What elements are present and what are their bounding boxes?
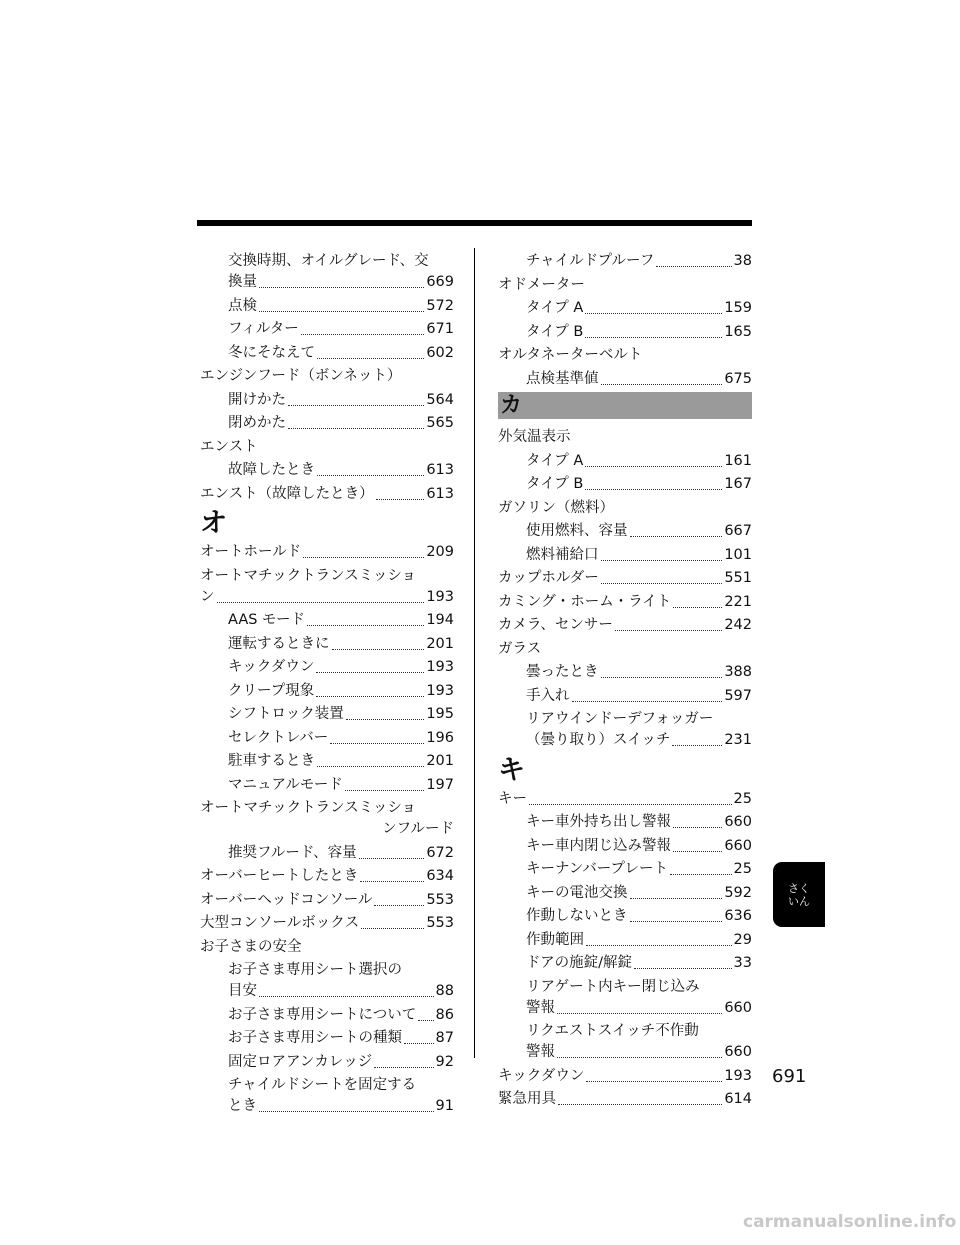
page-ref: 553 <box>426 915 454 931</box>
index-entry[interactable] <box>200 704 454 725</box>
leader-dots <box>601 677 723 678</box>
leader-dots <box>673 827 722 828</box>
index-entry-label: キックダウン <box>498 1067 585 1084</box>
leader-dots <box>586 1081 722 1082</box>
index-entry-label: 開けかた <box>228 391 286 408</box>
index-entry-label: 固定ロアアンカレッジ <box>228 1053 373 1070</box>
page-ref: 159 <box>724 300 752 316</box>
page-ref: 592 <box>724 884 752 901</box>
index-entry[interactable] <box>498 251 752 272</box>
index-entry-label: クリープ現象 <box>228 682 315 699</box>
index-entry-label: お子さま専用シート選択の <box>228 962 402 978</box>
index-entry[interactable] <box>498 322 752 343</box>
leader-dots <box>601 560 723 561</box>
index-entry[interactable] <box>498 545 752 566</box>
index-entry-label: チャイルドシートを固定する <box>228 1077 417 1093</box>
page-number: 691 <box>772 1066 807 1087</box>
index-entry-label: シフトロック装置 <box>228 706 344 722</box>
page-ref: 87 <box>435 1030 454 1046</box>
leader-dots <box>301 334 425 335</box>
index-entry[interactable] <box>200 484 454 505</box>
index-heading: オルタネーターベルト <box>498 347 643 363</box>
leader-dots <box>572 701 723 702</box>
index-entry-label: キー <box>498 790 527 807</box>
page-ref: 25 <box>733 861 752 877</box>
index-entry-label: 燃料補給口 <box>526 546 599 563</box>
page-ref: 38 <box>733 253 752 269</box>
leader-dots <box>288 405 424 406</box>
page-ref: 193 <box>426 659 454 675</box>
index-entry-label: 手入れ <box>526 687 570 704</box>
leader-dots <box>673 851 722 852</box>
index-entry[interactable] <box>200 296 454 317</box>
index-entry-label: マニュアルモード <box>228 776 343 793</box>
page-ref: 193 <box>426 682 454 699</box>
page-ref: 614 <box>724 1091 752 1107</box>
index-entry[interactable] <box>498 592 752 613</box>
page-ref: 660 <box>724 837 752 854</box>
leader-dots <box>317 766 424 767</box>
index-entry-label: とき <box>228 1098 257 1114</box>
index-entry[interactable] <box>200 681 454 702</box>
index-entry-label: オーバーヘッドコンソール <box>200 891 373 908</box>
index-entry[interactable] <box>498 568 752 589</box>
index-entry-label: リアゲート内キー閉じ込み <box>526 978 700 995</box>
kana-section-heading: キ <box>498 754 525 786</box>
index-entry[interactable] <box>498 298 752 319</box>
index-entry-label: 警報 <box>526 1044 555 1060</box>
index-entry-label: お子さま専用シートについて <box>228 1006 417 1023</box>
leader-dots <box>673 607 722 608</box>
index-entry[interactable] <box>498 521 752 542</box>
index-entry-label: オーバーヒートしたとき <box>200 868 359 884</box>
index-entry-label: キーナンバープレート <box>526 861 668 877</box>
page-ref: 201 <box>426 753 454 769</box>
page-ref: 25 <box>733 790 752 807</box>
page-ref: 193 <box>426 588 454 605</box>
index-entry-label: 故障したとき <box>228 462 315 478</box>
index-entry-label: キーの電池交換 <box>526 884 628 901</box>
leader-dots <box>374 905 424 906</box>
page-ref: 572 <box>426 297 454 314</box>
index-entry-label: キー車外持ち出し警報 <box>526 814 671 830</box>
leader-dots <box>360 881 424 882</box>
index-entry-label: キー車内閉じ込み警報 <box>526 837 671 854</box>
leader-dots <box>316 696 424 697</box>
index-column-left <box>200 251 454 1120</box>
index-entry[interactable] <box>200 751 454 772</box>
leader-dots <box>303 557 424 558</box>
page-ref: 101 <box>724 546 752 563</box>
index-heading: 外気温表示 <box>498 429 571 445</box>
page-ref: 92 <box>435 1053 454 1070</box>
index-entry-label: タイプ B <box>526 476 584 492</box>
index-entry[interactable] <box>498 883 752 904</box>
index-entry-label: 点検 <box>228 297 257 314</box>
page-ref: 675 <box>724 370 752 387</box>
index-entry-label: 曇ったとき <box>526 664 599 680</box>
page-ref: 660 <box>724 999 752 1016</box>
index-entry-label: キックダウン <box>228 659 315 675</box>
page-ref: 29 <box>733 931 752 948</box>
leader-dots <box>374 1067 433 1068</box>
index-entry-label: 推奨フルード、容量 <box>228 844 357 861</box>
index-heading: エンジンフード（ボンネット） <box>200 368 402 384</box>
index-entry-label: オートホールド <box>200 544 302 560</box>
index-entry[interactable] <box>498 1042 752 1063</box>
index-heading: エンスト <box>200 438 258 455</box>
index-entry[interactable] <box>498 1066 752 1087</box>
leader-dots <box>217 602 425 603</box>
index-entry[interactable] <box>200 1028 454 1049</box>
index-entry-label: カメラ、センサー <box>498 617 613 633</box>
leader-dots <box>259 287 424 288</box>
page-ref: 86 <box>435 1006 454 1023</box>
page-ref: 161 <box>724 452 752 469</box>
index-entry[interactable] <box>498 451 752 472</box>
page-ref: 196 <box>426 729 454 746</box>
page-ref: 242 <box>724 617 752 633</box>
index-entry[interactable] <box>200 587 454 608</box>
page-ref: 88 <box>435 983 454 999</box>
index-entry-label: お子さま専用シートの種類 <box>228 1030 402 1046</box>
page-ref: 667 <box>724 523 752 539</box>
index-entry[interactable] <box>498 686 752 707</box>
leader-dots <box>615 630 722 631</box>
index-entry-label: ン <box>200 588 215 605</box>
index-entry-label: 交換時期、オイルグレード、交 <box>228 253 429 269</box>
side-tab-label: いん <box>788 894 810 908</box>
leader-dots <box>601 583 723 584</box>
index-entry-label: 閉めかた <box>228 415 286 431</box>
index-entry-label: 冬にそなえて <box>228 344 315 361</box>
leader-dots <box>557 1013 722 1014</box>
index-heading: オドメーター <box>498 276 585 293</box>
index-entry-label: カップホルダー <box>498 570 599 586</box>
page-ref: 201 <box>426 635 454 652</box>
index-entry[interactable] <box>200 728 454 749</box>
index-entry-label: セレクトレバー <box>228 729 329 746</box>
index-entry[interactable] <box>200 981 454 1002</box>
page-ref: 388 <box>724 664 752 680</box>
leader-dots <box>670 874 732 875</box>
page-ref: 33 <box>733 955 752 971</box>
index-entry[interactable] <box>498 906 752 927</box>
index-entry[interactable] <box>498 930 752 951</box>
index-entry[interactable] <box>200 866 454 887</box>
index-entry-label: 運転するときに <box>228 635 330 652</box>
leader-dots <box>585 337 722 338</box>
index-entry-label: 点検基準値 <box>526 370 599 387</box>
page-ref: 613 <box>426 462 454 478</box>
leader-dots <box>332 649 425 650</box>
leader-dots <box>418 1020 433 1021</box>
index-entry-label: （曇り取り）スイッチ <box>526 732 671 748</box>
index-heading: お子さまの安全 <box>200 938 302 955</box>
index-entry-label: タイプ A <box>526 300 584 316</box>
page-ref: 194 <box>426 612 454 628</box>
index-entry[interactable] <box>498 1089 752 1110</box>
index-entry[interactable] <box>200 913 454 934</box>
page-ref: 197 <box>426 776 454 793</box>
leader-dots <box>634 968 732 969</box>
leader-dots <box>359 858 425 859</box>
index-entry[interactable] <box>498 859 752 880</box>
leader-dots <box>586 945 732 946</box>
page-ref: 221 <box>724 593 752 610</box>
page-ref: 565 <box>426 415 454 431</box>
index-entry-label: カミング・ホーム・ライト <box>498 593 672 610</box>
index-entry[interactable] <box>200 1005 454 1026</box>
page-ref: 597 <box>724 687 752 704</box>
index-entry[interactable] <box>200 272 454 293</box>
leader-dots <box>361 928 424 929</box>
index-entry[interactable] <box>498 474 752 495</box>
page-ref: 669 <box>426 274 454 290</box>
leader-dots <box>529 804 732 805</box>
index-entry-label: 作動範囲 <box>526 931 584 948</box>
index-column-right <box>498 251 752 1113</box>
leader-dots <box>259 1111 434 1112</box>
page-ref: 602 <box>426 344 454 361</box>
index-entry[interactable] <box>200 542 454 563</box>
page-ref: 165 <box>724 323 752 340</box>
index-entry-label: タイプ A <box>526 452 584 469</box>
index-entry[interactable] <box>200 319 454 340</box>
side-tab-label: さく <box>788 881 810 895</box>
leader-dots <box>346 719 425 720</box>
page-ref: 193 <box>724 1067 752 1084</box>
page-ref: 91 <box>435 1098 454 1114</box>
index-entry[interactable] <box>200 390 454 411</box>
leader-dots <box>585 466 722 467</box>
leader-dots <box>259 311 424 312</box>
index-entry[interactable] <box>498 662 752 683</box>
leader-dots <box>345 790 424 791</box>
page-ref: 551 <box>724 570 752 586</box>
index-entry-label: 使用燃料、容量 <box>526 523 628 539</box>
index-side-tab[interactable] <box>773 862 825 927</box>
index-entry[interactable] <box>200 634 454 655</box>
index-entry-label: 緊急用具 <box>498 1091 556 1107</box>
page-ref: 195 <box>426 706 454 722</box>
index-entry[interactable] <box>498 789 752 810</box>
leader-dots <box>558 1104 722 1105</box>
index-entry[interactable] <box>200 460 454 481</box>
index-entry[interactable] <box>498 953 752 974</box>
index-entry[interactable] <box>200 775 454 796</box>
index-entry-label: オートマチックトランスミッショ <box>200 567 417 584</box>
index-entry[interactable] <box>200 843 454 864</box>
index-entry[interactable] <box>200 1052 454 1073</box>
index-entry[interactable] <box>200 890 454 911</box>
leader-dots <box>630 536 723 537</box>
leader-dots <box>316 672 424 673</box>
page-ref: 660 <box>724 1044 752 1060</box>
leader-dots <box>317 475 424 476</box>
index-entry-label: リクエストスイッチ不作動 <box>526 1023 699 1039</box>
leader-dots <box>585 489 722 490</box>
page-ref: 636 <box>724 908 752 924</box>
leader-dots <box>585 313 722 314</box>
index-entry-label: 目安 <box>228 983 257 999</box>
top-rule <box>197 220 752 226</box>
page-ref: 209 <box>426 544 454 560</box>
index-entry-label: 警報 <box>526 999 555 1016</box>
index-entry[interactable] <box>498 812 752 833</box>
page-ref: 671 <box>426 321 454 337</box>
index-entry[interactable] <box>498 836 752 857</box>
index-heading: ンフルード <box>382 821 454 837</box>
page-ref: 613 <box>426 485 454 502</box>
leader-dots <box>672 745 722 746</box>
index-entry[interactable] <box>498 730 752 751</box>
column-divider <box>474 248 475 1058</box>
leader-dots <box>557 1057 722 1058</box>
leader-dots <box>288 428 424 429</box>
kana-section-heading: カ <box>498 392 752 419</box>
index-entry-label: 駐車するとき <box>228 753 315 769</box>
kana-section-heading: オ <box>200 508 227 539</box>
index-entry-label: 換量 <box>228 274 257 290</box>
index-entry-label: 作動しないとき <box>526 908 628 924</box>
leader-dots <box>259 996 434 997</box>
leader-dots <box>630 921 723 922</box>
index-entry-label: タイプ B <box>526 323 584 340</box>
index-entry-label: チャイルドプルーフ <box>526 253 655 269</box>
index-entry-label: 大型コンソールボックス <box>200 915 360 931</box>
index-heading: ガラス <box>498 640 542 657</box>
index-heading: ガソリン（燃料） <box>498 499 614 516</box>
index-entry-label: エンスト（故障したとき） <box>200 485 374 502</box>
leader-dots <box>330 743 424 744</box>
leader-dots <box>601 384 723 385</box>
index-entry-label: ドアの施錠/解錠 <box>526 955 632 971</box>
index-entry[interactable] <box>200 657 454 678</box>
index-entry-label: リアウインドーデフォッガー <box>526 711 714 727</box>
index-entry[interactable] <box>498 998 752 1019</box>
index-entry[interactable] <box>200 610 454 631</box>
page-ref: 634 <box>426 868 454 884</box>
leader-dots <box>630 898 723 899</box>
index-entry[interactable] <box>200 1096 454 1117</box>
page-ref: 672 <box>426 844 454 861</box>
index-heading: オートマチックトランスミッショ <box>200 800 417 816</box>
index-entry[interactable] <box>200 413 454 434</box>
page-ref: 231 <box>724 732 752 748</box>
index-entry[interactable] <box>498 369 752 390</box>
index-entry-label: AAS モード <box>228 612 305 628</box>
leader-dots <box>404 1043 434 1044</box>
leader-dots <box>317 358 424 359</box>
page-ref: 564 <box>426 391 454 408</box>
leader-dots <box>376 499 425 500</box>
page-ref: 660 <box>724 814 752 830</box>
page-ref: 553 <box>426 891 454 908</box>
index-entry-label: フィルター <box>228 321 299 337</box>
index-entry[interactable] <box>200 343 454 364</box>
index-entry[interactable] <box>498 615 752 636</box>
page-ref: 167 <box>724 476 752 492</box>
leader-dots <box>307 625 424 626</box>
watermark: carmanualsonline.info <box>743 1212 957 1232</box>
leader-dots <box>656 266 731 267</box>
